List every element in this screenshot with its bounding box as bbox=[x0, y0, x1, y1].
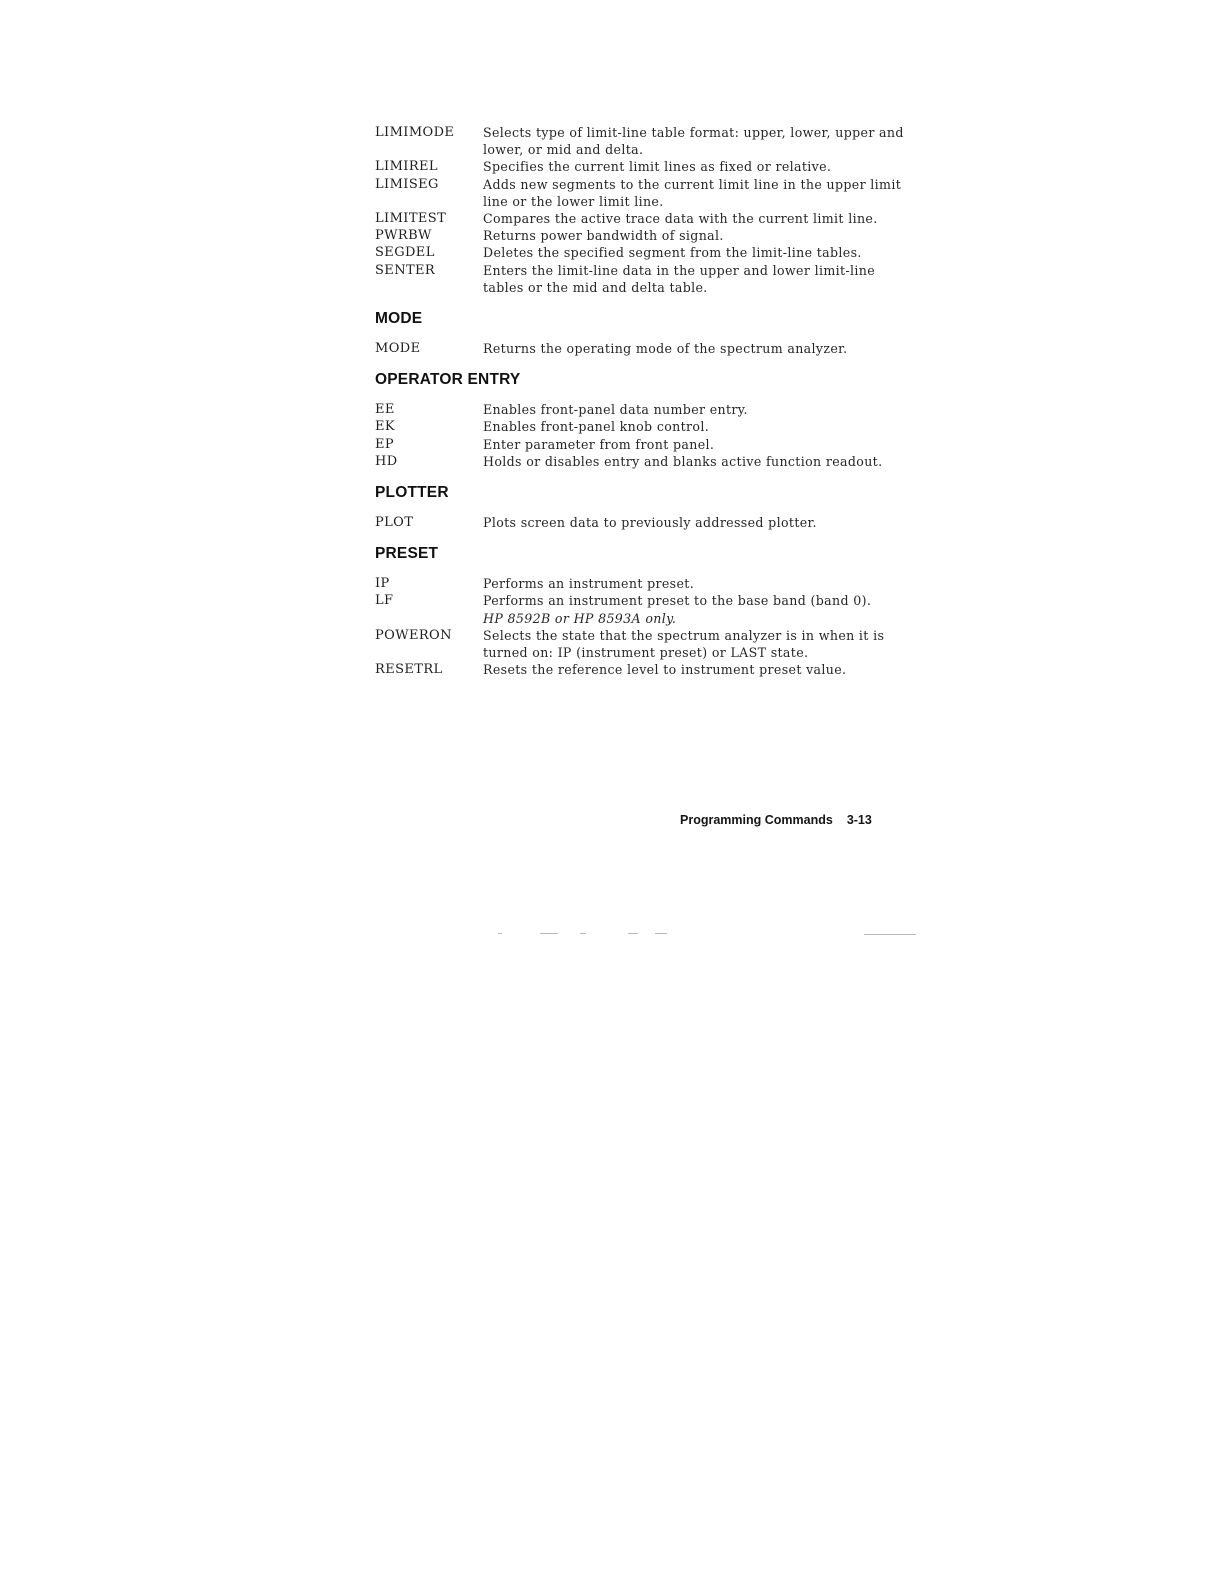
command-description bbox=[483, 176, 905, 210]
command-name: LIMIMODE bbox=[375, 125, 455, 140]
command-name: LIMIREL bbox=[375, 159, 438, 175]
command-description bbox=[483, 210, 905, 227]
command-group bbox=[375, 371, 905, 470]
command-description-text: Deletes the specified segment from the limit-line tables. bbox=[483, 245, 862, 261]
scan-artifact bbox=[655, 933, 667, 934]
command-group bbox=[375, 484, 905, 531]
command-name: SENTER bbox=[375, 262, 436, 278]
command-row bbox=[375, 661, 905, 678]
command-note: HP 8592B or HP 8593A only. bbox=[483, 610, 677, 626]
command-description bbox=[483, 158, 905, 175]
command-name: POWERON bbox=[375, 627, 452, 643]
command-description-text: Selects the state that the spectrum analyzer is in when it is turned on: IP (instrument preset) or LAST state. bbox=[483, 627, 885, 661]
command-description-text: Specifies the current limit lines as fixed or relative. bbox=[483, 159, 832, 175]
scan-artifact bbox=[864, 934, 916, 935]
command-description bbox=[483, 227, 905, 244]
command-name: IP bbox=[375, 576, 390, 592]
command-row bbox=[375, 592, 905, 626]
footer-section-title: Programming Commands bbox=[680, 813, 833, 827]
section-heading: MODE bbox=[375, 310, 423, 328]
section-heading: PRESET bbox=[375, 545, 439, 563]
command-row bbox=[375, 514, 905, 531]
command-name: MODE bbox=[375, 341, 421, 357]
command-description-text: Enters the limit-line data in the upper and lower limit-line tables or the mid and delta table. bbox=[483, 262, 876, 295]
scan-artifact bbox=[580, 933, 586, 934]
command-row bbox=[375, 158, 905, 175]
command-description-text: Enables front-panel data number entry. bbox=[483, 402, 748, 418]
command-description-text: Performs an instrument preset. bbox=[483, 576, 695, 592]
section-heading: OPERATOR ENTRY bbox=[375, 371, 521, 389]
command-row bbox=[375, 210, 905, 227]
command-description-text: Returns power bandwidth of signal. bbox=[483, 228, 724, 244]
command-description-text: Performs an instrument preset to the base band (band 0). bbox=[483, 593, 872, 609]
command-description-text: Adds new segments to the current limit line in the upper limit line or the lower limit line. bbox=[483, 176, 902, 209]
command-row bbox=[375, 262, 905, 296]
command-description-text: Compares the active trace data with the current limit line. bbox=[483, 211, 878, 227]
command-description bbox=[483, 262, 905, 296]
section-heading: PLOTTER bbox=[375, 484, 449, 502]
command-row bbox=[375, 627, 905, 661]
command-name: EE bbox=[375, 402, 395, 418]
scan-artifact bbox=[540, 933, 558, 934]
command-group bbox=[375, 545, 905, 678]
command-name: RESETRL bbox=[375, 662, 443, 678]
command-description bbox=[483, 514, 905, 531]
command-group bbox=[375, 124, 905, 296]
command-description bbox=[483, 436, 905, 453]
command-reference bbox=[375, 124, 905, 678]
command-row bbox=[375, 227, 905, 244]
command-description bbox=[483, 453, 905, 470]
command-name: LF bbox=[375, 593, 394, 609]
command-description-text: Enables front-panel knob control. bbox=[483, 419, 710, 435]
command-description bbox=[483, 418, 905, 435]
command-row bbox=[375, 244, 905, 261]
command-row bbox=[375, 575, 905, 592]
scan-artifact bbox=[498, 933, 502, 934]
command-description bbox=[483, 592, 905, 626]
command-row bbox=[375, 124, 905, 158]
command-name: PLOT bbox=[375, 515, 414, 531]
command-row bbox=[375, 436, 905, 453]
command-description-text: Enter parameter from front panel. bbox=[483, 436, 715, 452]
command-name: EK bbox=[375, 419, 396, 435]
command-description bbox=[483, 401, 905, 418]
command-description bbox=[483, 627, 905, 661]
command-description-text: Holds or disables entry and blanks active function readout. bbox=[483, 453, 883, 469]
command-name: LIMITEST bbox=[375, 211, 447, 227]
command-name: PWRBW bbox=[375, 228, 432, 244]
command-name: SEGDEL bbox=[375, 245, 435, 261]
page-footer bbox=[680, 813, 910, 827]
command-description bbox=[483, 661, 905, 678]
command-name: HD bbox=[375, 453, 398, 469]
command-description bbox=[483, 340, 905, 357]
command-row bbox=[375, 340, 905, 357]
command-description bbox=[483, 244, 905, 261]
command-description-text: Plots screen data to previously addressed plotter. bbox=[483, 515, 817, 531]
command-name: EP bbox=[375, 436, 395, 452]
command-row bbox=[375, 176, 905, 210]
command-row bbox=[375, 453, 905, 470]
command-row bbox=[375, 401, 905, 418]
command-description-text: Returns the operating mode of the spectrum analyzer. bbox=[483, 341, 848, 357]
command-description-text: Resets the reference level to instrument preset value. bbox=[483, 662, 847, 678]
command-description-text: Selects type of limit-line table format: upper, lower, upper and lower, or mid and delta. bbox=[483, 125, 904, 158]
command-row bbox=[375, 418, 905, 435]
command-group bbox=[375, 310, 905, 357]
page-number: 3-13 bbox=[846, 813, 872, 827]
command-description bbox=[483, 575, 905, 592]
scan-artifact bbox=[628, 933, 638, 934]
command-name: LIMISEG bbox=[375, 176, 439, 192]
command-description bbox=[483, 124, 905, 158]
